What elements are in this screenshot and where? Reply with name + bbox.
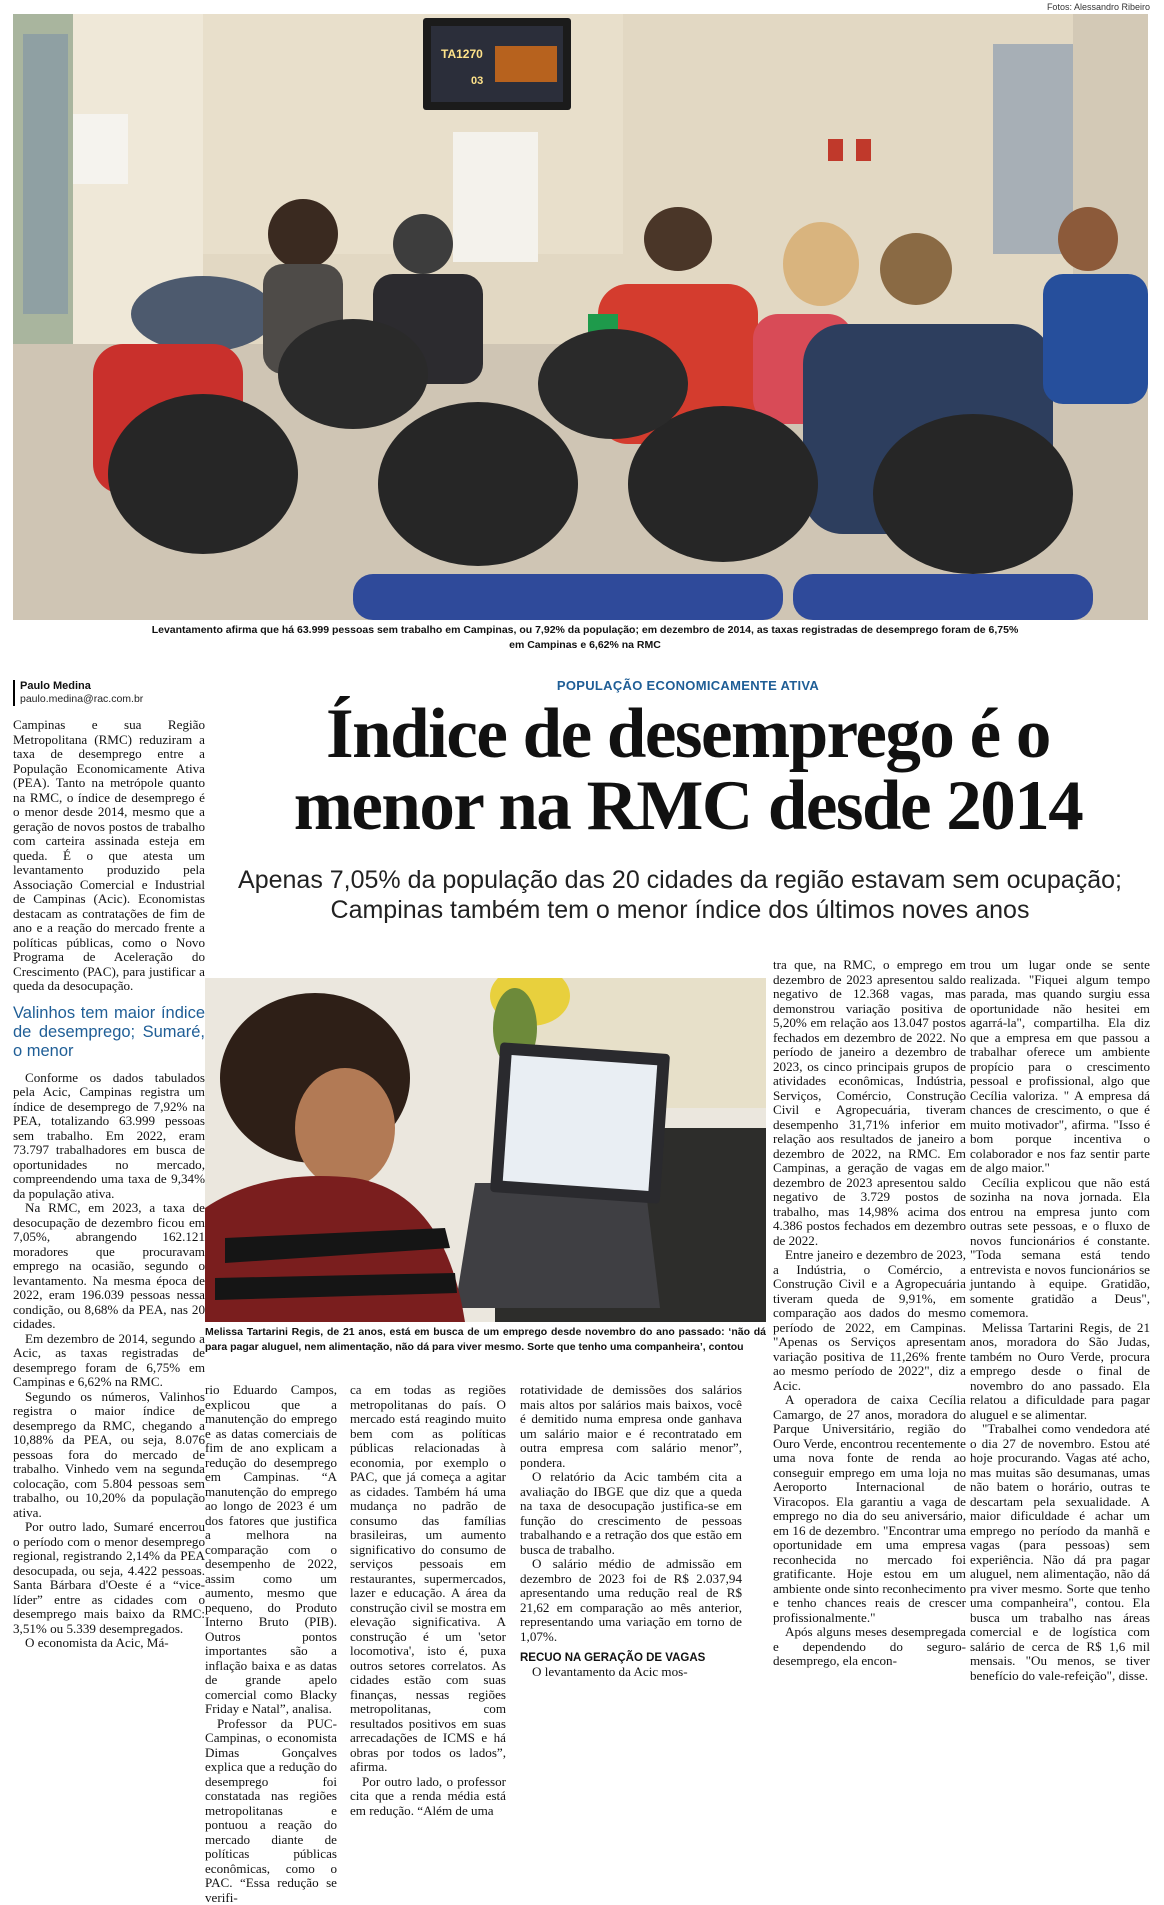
paragraph: O salário médio de admissão em dezembro de 2023 foi de R$ 2.037,94 apresentando uma redução real de R$ 21,62 em comparação ao mês anterior, representando uma variação em torno de 1,07%. (520, 1557, 742, 1644)
paragraph: Campinas e sua Região Metropolitana (RMC) reduziram a taxa de desemprego entre a População Economicamente Ativa (PEA). Tanto na metrópole quanto na RMC, o índice de desemprego é o menor desde 2014, mesmo que a geração de novos postos de trabalho com carteira assinada esteja em queda. É o que atesta um levantamento produzido pela Associação Comercial e Industrial de Campinas (Acic). Economistas destacam as contratações de fim de ano e a reação do mercado frente a políticas públicas, como o Novo Programa de Aceleração do Crescimento (PAC), para justificar a queda da desocupação. (13, 718, 205, 994)
paragraph: Professor da PUC-Campinas, o economista Dimas Gonçalves explica que a redução do desemprego foi constatada nas regiões metropolitanas e pontuou a reação do mercado diante de políticas públicas econômicas, como o PAC. “Essa redução se verifi- (205, 1717, 337, 1905)
paragraph: Na RMC, em 2023, a taxa de desocupação de dezembro ficou em 7,05%, abrangendo 162.121 moradores que procuravam emprego na ocasião, segundo o levantamento. Na mesma época de 2022, eram 196.039 pessoas nessa condição, ou 8,68% da PEA, nas 20 cidades. (13, 1201, 205, 1332)
article-column-3 (350, 1383, 506, 1818)
section-kicker: POPULAÇÃO ECONOMICAMENTE ATIVA (232, 678, 1144, 693)
job-center-waiting-room-photo (13, 14, 1148, 620)
paragraph: Conforme os dados tabulados pela Acic, Campinas registra um índice de desemprego de 7,92% na PEA, totalizando 63.999 pessoas sem trabalho. Em 2022, eram 73.797 trabalhadores em busca de oportunidades no mercado, compreendendo uma taxa de 9,34% da população ativa. (13, 1071, 205, 1202)
author-email: paulo.medina@rac.com.br (20, 693, 210, 706)
paragraph: O levantamento da Acic mos- (520, 1665, 742, 1680)
paragraph: A operadora de caixa Cecília Camargo, de 27 anos, moradora do Parque Universitário, região do Ouro Verde, encontrou recentemente uma nova fonte de renda ao conseguir emprego em uma loja no Aeroporto Internacional de Viracopos. Ela garantiu a vaga de emprego no dia do seu aniversário, em 16 de dezembro. "Encontrar uma oportunidade em uma empresa reconhecida no mercado foi gratificante. Hoje estou em um ambiente onde sinto reconhecimento e tenho chances reais de crescer profissionalmente." (773, 1393, 966, 1625)
paragraph: Após alguns meses desempregada e dependendo do seguro-desemprego, ela encon- (773, 1625, 966, 1669)
article-column-5 (773, 958, 966, 1669)
paragraph: Por outro lado, o professor cita que a renda média está em redução. “Além de uma (350, 1775, 506, 1819)
intertitle: Valinhos tem maior índice de desemprego; Sumaré, o menor (13, 1004, 205, 1061)
job-seeker-laptop-photo (205, 978, 766, 1322)
article-column-2 (205, 1383, 337, 1905)
screen-code-text: TA1270 (441, 47, 483, 61)
paragraph: Melissa Tartarini Regis, de 21 anos, moradora do São Judas, também no Ouro Verde, procura emprego desde o final de novembro do ano passado. Ela relatou a dificuldade para pagar aluguel e se alimentar. (970, 1321, 1150, 1423)
paragraph: Em dezembro de 2014, segundo a Acic, as taxas registradas de desemprego foram de 6,75% em Campinas e 6,62% na RMC. (13, 1332, 205, 1390)
paragraph: tra que, na RMC, o emprego em dezembro de 2023 apresentou saldo negativo de 12.368 vagas, mas demonstrou variação positiva de 5,20% em relação aos 13.047 postos fechados em dezembro de 2022. No período de janeiro a dezembro de 2023, os cinco principais grupos de atividades econômicas, Indústria, Serviços, Comércio, Construção Civil e Agropecuária, tiveram desempenho 31,71% inferior em relação aos resultados de janeiro a dezembro de 2022, na RMC. Em Campinas, a geração de vagas em dezembro de 2023 apresentou saldo negativo de 3.729 postos de trabalho, mas 14,98% acima dos 4.386 postos fechados em dezembro de 2022. (773, 958, 966, 1248)
top-photo-caption: Levantamento afirma que há 63.999 pessoas sem trabalho em Campinas, ou 7,92% da população; em dezembro de 2014, as taxas registradas de desemprego foram de 6,75% em Campinas e 6,62% na RMC (150, 623, 1020, 653)
screen-number-text: 03 (471, 75, 483, 87)
paragraph: O economista da Acic, Má- (13, 1636, 205, 1651)
photo-credit: Fotos: Alessandro Ribeiro (1047, 2, 1150, 12)
paragraph: Por outro lado, Sumaré encerrou o período com o menor desemprego regional, registrando 2,14% da PEA desocupada, ou seja, 4.422 pessoas. Santa Bárbara d'Oeste é a “vice-líder” entre as cidades com o desemprego mais baixo da RMC: 3,51% ou 5.339 desempregados. (13, 1520, 205, 1636)
mid-photo-caption: Melissa Tartarini Regis, de 21 anos, está em busca de um emprego desde novembro do ano passado: ‘não dá para pagar aluguel, nem alimentação, não dá para viver mesmo. Sorte que tenho uma companheira’, contou (205, 1325, 766, 1354)
byline (13, 680, 210, 706)
paragraph: trou um lugar onde se sente realizada. "Fiquei algum tempo parada, mas quando surgiu essa oportunidade não hesitei em agarrá-la", compartilha. Ela diz que a empresa em que passou a trabalhar oferece um ambiente propício para o crescimento pessoal e profissional, algo que Cecília valoriza. " A empresa dá chances de crescimento, o que é muito motivador", afirma. "Isso é bom porque incentiva o colaborador e nos faz sentir parte de algo maior." (970, 958, 1150, 1176)
paragraph: rio Eduardo Campos, explicou que a manutenção do emprego e as datas comerciais de fim de ano explicam a redução do desemprego em Campinas. “A manutenção do emprego ao longo de 2023 é um dos fatores que justifica a melhora na comparação com o desempenho de 2022, assim como um aumento, mesmo que pequeno, do Produto Interno Bruto (PIB). Outros pontos importantes são a inflação baixa e as datas de grande apelo comercial como Blacky Friday e Natal”, analisa. (205, 1383, 337, 1717)
paragraph: ca em todas as regiões metropolitanas do país. O mercado está reagindo muito bem com as políticas públicas relacionadas à economia, por exemplo o PAC, que já começa a agitar as cidades. Também há uma mudança no padrão de consumo das famílias brasileiras, um aumento significativo do consumo de serviços pessoais em restaurantes, supermercados, lazer e educação. A área da construção civil se mostra em elevação significativa. A construção é um 'setor locomotiva', isto é, puxa outros setores correlatos. As cidades estão com suas finanças, nessas regiões metropolitanas, com resultados positivos em suas arrecadações de ICMS e há obras por todos os lados”, afirma. (350, 1383, 506, 1775)
headline: Índice de desemprego é o menor na RMC desde 2014 (232, 698, 1144, 842)
paragraph: O relatório da Acic também cita a avaliação do IBGE que diz que a queda na taxa de desocupação justifica-se em função do crescimento de pessoas trabalhando e a retração dos que estão em busca de trabalho. (520, 1470, 742, 1557)
paragraph: "Trabalhei como vendedora até o dia 27 de novembro. Estou até hoje procurando. Vagas até acho, mas muitas são desumanas, umas não batem o horário, outras te descartam pela sexualidade. A maior dificuldade é achar um emprego no período da manhã e vagas (para pessoas) sem experiência. Não dá pra pagar aluguel, nem alimentação, não dá pra viver mesmo. Sorte que tenho uma companheira", contou. Ela busca um trabalho nas áreas comercial e de logística com salário de cerca de R$ 1,6 mil mensais. "Ou menos, se tiver benefício do vale-refeição", disse. (970, 1422, 1150, 1683)
paragraph: rotatividade de demissões dos salários mais altos por salários mais baixos, você é demitido numa empresa onde ganhava um salário maior e é recontratado em outra empresa com salário menor”, pondera. (520, 1383, 742, 1470)
paragraph: Segundo os números, Valinhos registra o maior índice de desemprego da RMC, chegando a 10,88% da PEA, ou seja, 8.076 pessoas fora do mercado de trabalho. Vinhedo vem na segunda colocação, com 5.804 pessoas sem trabalho, ou 10,20% da população ativa. (13, 1390, 205, 1521)
paragraph: Cecília explicou que não está sozinha na nova jornada. Ela entrou na empresa junto com outras sete pessoas, e o fluxo de novos funcionários é constante. "Toda semana está tendo entrevista e novos funcionários se juntando à equipe. Gratidão, somente gratidão a Deus", comemora. (970, 1176, 1150, 1321)
paragraph: Entre janeiro e dezembro de 2023, a Indústria, o Comércio, a Construção Civil e a Agropecuária tiveram queda de 9,91%, em comparação aos dados do mesmo período de 2022, em Campinas. "Apenas os Serviços apresentam variação positiva de 11,26% frente ao mesmo período de 2022", diz a Acic. (773, 1248, 966, 1393)
article-column-6 (970, 958, 1150, 1683)
article-column-1 (13, 718, 205, 1651)
subheadline: Apenas 7,05% da população das 20 cidades da região estavam sem ocupação; Campinas também tem o menor índice dos últimos noves anos (200, 865, 1160, 925)
section-heading: RECUO NA GERAÇÃO DE VAGAS (520, 1652, 742, 1665)
author-name: Paulo Medina (20, 680, 210, 693)
article-column-4 (520, 1383, 742, 1680)
